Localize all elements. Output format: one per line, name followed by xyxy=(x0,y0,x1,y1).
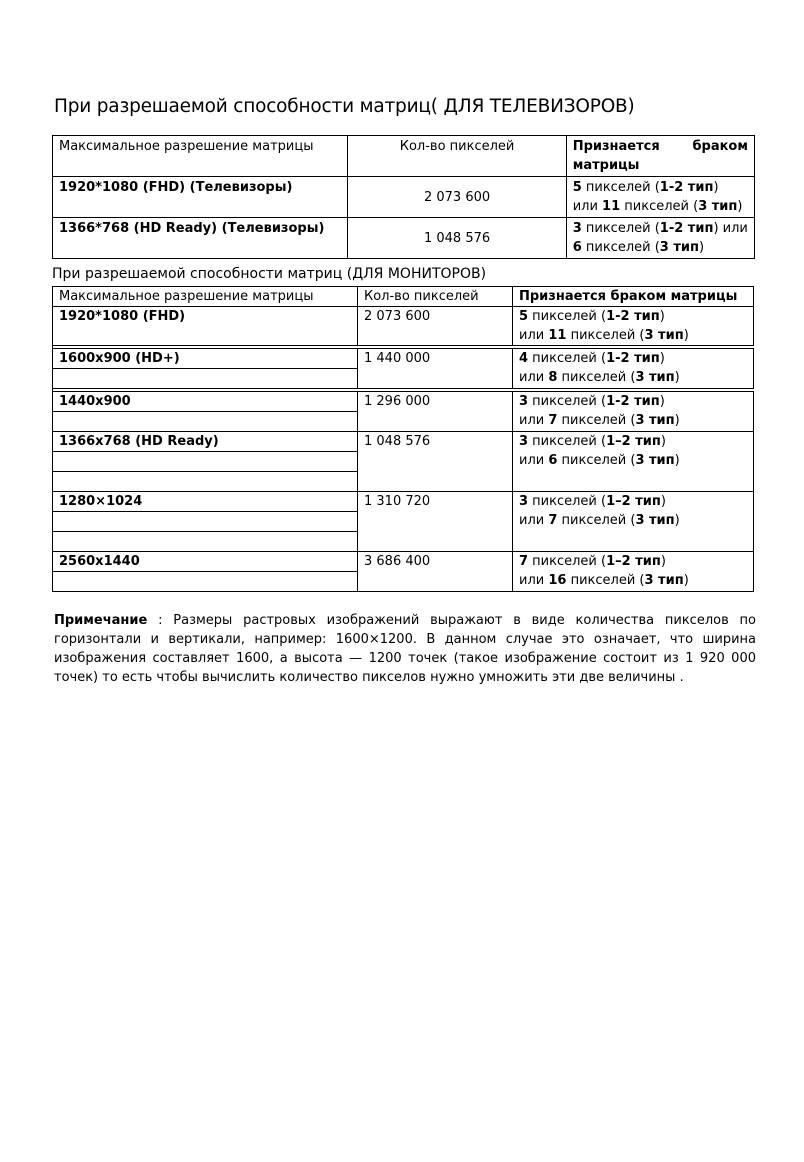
table-row xyxy=(53,392,754,412)
defect-or: или xyxy=(519,453,549,468)
resolution-cell: 1366x768 (HD Ready) xyxy=(53,432,358,452)
defect-type-2: 3 тип xyxy=(659,240,699,255)
defect-type-1: 1-2 тип xyxy=(606,351,660,366)
defect-text: ) xyxy=(659,394,665,409)
header-pixels: Кол-во пикселей xyxy=(358,287,513,307)
defect-text: ) xyxy=(674,370,680,385)
defect-count-2: 7 xyxy=(548,413,558,428)
defect-text: ) xyxy=(659,351,665,366)
empty-cell xyxy=(53,512,358,532)
defect-text: ) xyxy=(699,240,705,255)
defect-type-1: 1-2 тип xyxy=(659,221,714,236)
resolution-cell: 2560x1440 xyxy=(53,552,358,572)
defect-type-1: 1–2 тип xyxy=(606,494,661,509)
defect-count-2: 7 xyxy=(548,513,558,528)
resolution-cell: 1920*1080 (FHD) (Телевизоры) xyxy=(53,177,348,218)
defect-text: ) xyxy=(660,494,666,509)
resolution-cell: 1440x900 xyxy=(53,392,358,412)
defect-text: пикселей ( xyxy=(620,199,699,214)
defect-count-1: 5 xyxy=(572,180,582,195)
defect-count-1: 3 xyxy=(519,394,529,409)
defect-text: ) xyxy=(683,328,689,343)
empty-cell xyxy=(53,369,358,389)
header-defect: Признается браком матрицы xyxy=(513,287,754,307)
table-row xyxy=(53,492,754,512)
table-row xyxy=(53,177,755,218)
defect-or: или xyxy=(572,199,603,214)
table-row xyxy=(53,432,754,452)
defect-text: пикселей ( xyxy=(581,221,660,236)
header-defect xyxy=(566,136,754,177)
defect-text: пикселей ( xyxy=(566,573,645,588)
header-resolution: Максимальное разрешение матрицы xyxy=(53,136,348,177)
defect-or: или xyxy=(519,573,549,588)
tv-defect-table xyxy=(52,135,755,259)
pixels-cell: 1 440 000 xyxy=(358,349,513,389)
pixels-cell: 1 296 000 xyxy=(358,392,513,432)
defect-count-1: 3 xyxy=(519,434,529,449)
table-header-row xyxy=(53,136,755,177)
header-resolution: Максимальное разрешение матрицы xyxy=(53,287,358,307)
defect-text: пикселей ( xyxy=(557,513,636,528)
defect-count-2: 16 xyxy=(548,573,567,588)
defect-text: ) xyxy=(674,413,680,428)
defect-text: ) xyxy=(674,513,680,528)
defect-type-2: 3 тип xyxy=(635,513,675,528)
defect-text: ) xyxy=(683,573,689,588)
defect-text: пикселей ( xyxy=(557,370,636,385)
defect-count-1: 7 xyxy=(519,554,529,569)
table-row xyxy=(53,218,755,259)
defect-text: пикселей ( xyxy=(557,453,636,468)
defect-count-2: 8 xyxy=(548,370,558,385)
resolution-cell: 1920*1080 (FHD) xyxy=(53,307,358,346)
defect-count-1: 3 xyxy=(519,494,529,509)
pixels-cell: 1 310 720 xyxy=(358,492,513,552)
defect-text: ) xyxy=(660,554,666,569)
defect-type-1: 1-2 тип xyxy=(606,394,660,409)
table-row xyxy=(53,552,754,572)
pixels-cell: 1 048 576 xyxy=(348,218,566,259)
tv-section-title: При разрешаемой способности матриц( ДЛЯ ТЕЛЕВИЗОРОВ) xyxy=(54,96,635,117)
defect-cell xyxy=(513,492,754,552)
defect-text: пикселей ( xyxy=(581,180,660,195)
defect-text: ) или xyxy=(713,221,748,236)
defect-type-2: 3 тип xyxy=(644,328,684,343)
defect-text: пикселей ( xyxy=(581,240,660,255)
defect-count-2: 11 xyxy=(602,199,621,214)
defect-type-2: 3 тип xyxy=(635,413,675,428)
empty-cell xyxy=(53,472,358,492)
defect-type-2: 3 тип xyxy=(635,453,675,468)
pixels-cell: 2 073 600 xyxy=(348,177,566,218)
defect-text: пикселей ( xyxy=(566,328,645,343)
defect-or: или xyxy=(519,413,549,428)
table-row xyxy=(53,349,754,369)
defect-text: ) xyxy=(674,453,680,468)
resolution-cell: 1366*768 (HD Ready) (Телевизоры) xyxy=(53,218,348,259)
defect-count-1: 5 xyxy=(519,309,529,324)
pixels-cell: 3 686 400 xyxy=(358,552,513,592)
defect-cell xyxy=(513,307,754,346)
empty-cell xyxy=(53,572,358,592)
defect-text: пикселей ( xyxy=(528,434,607,449)
defect-cell xyxy=(513,349,754,389)
defect-type-1: 1–2 тип xyxy=(606,554,661,569)
header-defect-word-1: Признается xyxy=(572,139,660,154)
pixels-cell: 2 073 600 xyxy=(358,307,513,346)
defect-text: пикселей ( xyxy=(528,309,607,324)
monitor-defect-table xyxy=(52,286,754,592)
defect-or: или xyxy=(519,328,549,343)
defect-text: пикселей ( xyxy=(528,394,607,409)
footnote-text: : Размеры растровых изображений выражают в виде количества пикселов по горизонтали и вертикали, например: 1600×1200. В данном случае это означает, что ширина изображения составляет 1600, а высота — 1200 точек (такое изображение состоит из 1 920 000 точек) то есть чтобы вычислить количество пикселов нужно умножить эти две величины . xyxy=(54,613,756,685)
defect-cell xyxy=(513,552,754,592)
defect-count-2: 11 xyxy=(548,328,567,343)
footnote xyxy=(54,611,756,687)
defect-cell xyxy=(566,218,754,259)
defect-or: или xyxy=(519,370,549,385)
header-defect-word-3: матрицы xyxy=(572,158,640,173)
defect-count-2: 6 xyxy=(572,240,582,255)
defect-count-1: 4 xyxy=(519,351,529,366)
resolution-cell: 1600x900 (HD+) xyxy=(53,349,358,369)
defect-cell xyxy=(566,177,754,218)
defect-count-1: 3 xyxy=(572,221,582,236)
table-header-row xyxy=(53,287,754,307)
defect-text: ) xyxy=(660,434,666,449)
empty-cell xyxy=(53,412,358,432)
defect-type-2: 3 тип xyxy=(698,199,738,214)
defect-or: или xyxy=(519,513,549,528)
defect-text: ) xyxy=(659,309,665,324)
defect-type-1: 1-2 тип xyxy=(659,180,714,195)
defect-text: пикселей ( xyxy=(528,494,607,509)
pixels-cell: 1 048 576 xyxy=(358,432,513,492)
resolution-cell: 1280×1024 xyxy=(53,492,358,512)
defect-text: ) xyxy=(713,180,719,195)
defect-type-1: 1-2 тип xyxy=(606,309,660,324)
empty-cell xyxy=(53,532,358,552)
defect-text: ) xyxy=(737,199,743,214)
defect-cell xyxy=(513,432,754,492)
footnote-label: Примечание xyxy=(54,613,148,628)
defect-cell xyxy=(513,392,754,432)
empty-cell xyxy=(53,452,358,472)
defect-text: пикселей ( xyxy=(557,413,636,428)
defect-type-2: 3 тип xyxy=(644,573,684,588)
defect-count-2: 6 xyxy=(548,453,558,468)
defect-type-2: 3 тип xyxy=(635,370,675,385)
defect-text: пикселей ( xyxy=(528,351,607,366)
header-pixels: Кол-во пикселей xyxy=(348,136,566,177)
defect-text: пикселей ( xyxy=(528,554,607,569)
defect-type-1: 1–2 тип xyxy=(606,434,661,449)
header-defect-word-2: браком xyxy=(692,139,748,154)
monitor-section-title: При разрешаемой способности матриц (ДЛЯ МОНИТОРОВ) xyxy=(52,266,487,282)
